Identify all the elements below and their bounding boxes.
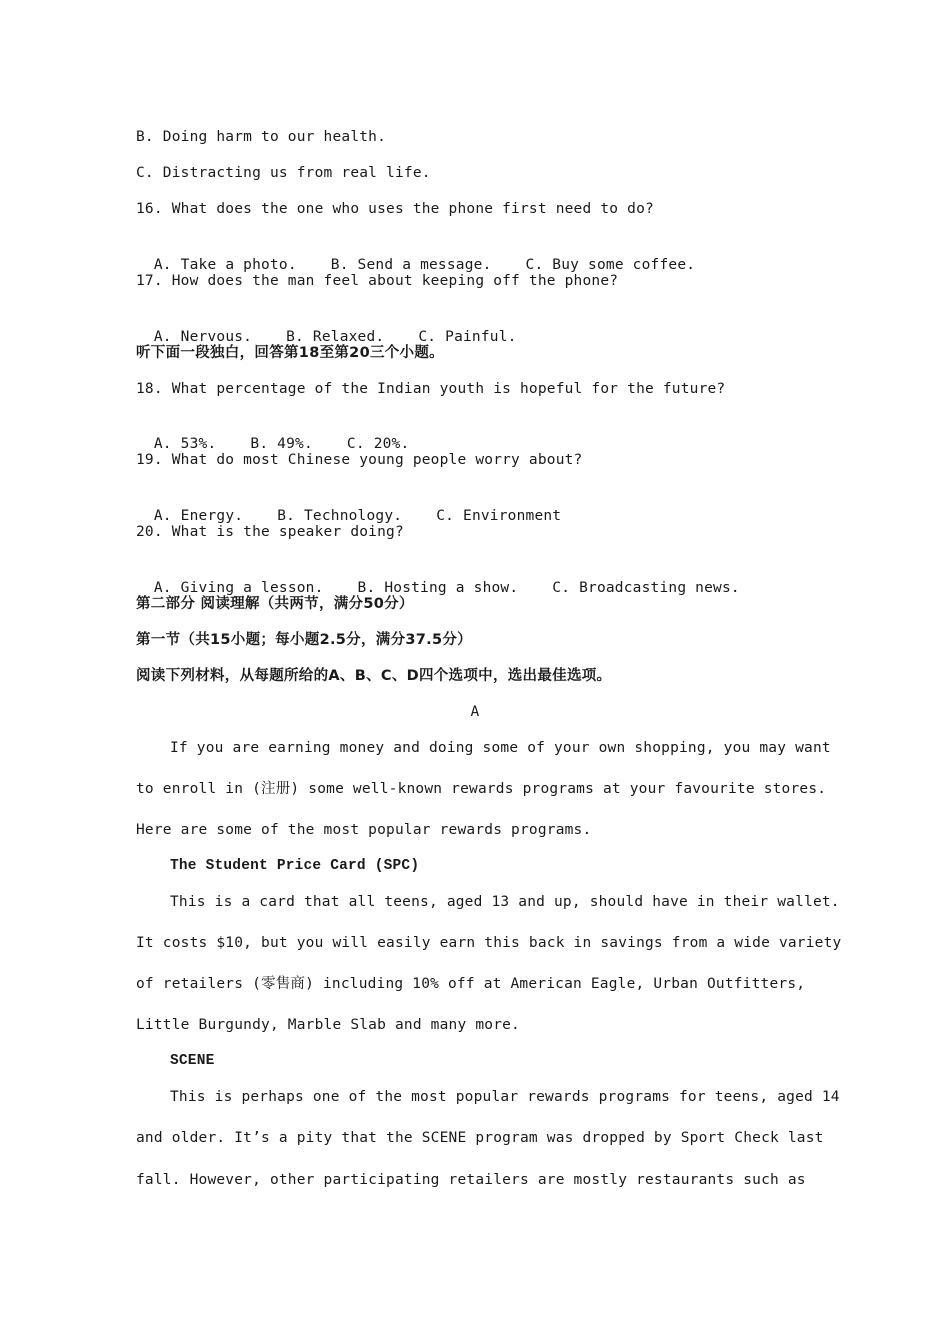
q17-option-a: A. Nervous. <box>153 329 253 345</box>
q17-option-b: B. Relaxed. <box>286 329 385 345</box>
q18-option-c: C. 20%. <box>346 436 410 452</box>
spc-line-3: of retailers (零售商) including 10% off at American Eagle, Urban Outfitters, <box>136 976 806 992</box>
q16-option-a: A. Take a photo. <box>153 257 297 273</box>
q19-option-b: B. Technology. <box>277 508 403 524</box>
spc-title: The Student Price Card (SPC) <box>170 858 420 874</box>
q19-options <box>136 486 561 526</box>
intro-line-1: If you are earning money and doing some of your own shopping, you may want <box>170 740 831 756</box>
q19-option-a: A. Energy. <box>153 508 244 524</box>
q16-option-b: B. Send a message. <box>330 257 492 273</box>
q20-question: 20. What is the speaker doing? <box>136 524 404 540</box>
reading-instruction: 阅读下列材料，从每题所给的A、B、C、D四个选项中，选出最佳选项。 <box>136 668 612 684</box>
part2-title: 第二部分 阅读理解（共两节，满分50分） <box>136 596 414 612</box>
q18-option-b: B. 49%. <box>250 436 313 452</box>
q19-option-c: C. Environment <box>436 508 562 524</box>
q20-option-b: B. Hosting a show. <box>357 580 519 596</box>
intro-line-3: Here are some of the most popular rewards programs. <box>136 822 592 838</box>
q17-options <box>136 307 517 347</box>
scene-line-2: and older. It’s a pity that the SCENE program was dropped by Sport Check last <box>136 1130 824 1146</box>
q15-option-c: C. Distracting us from real life. <box>136 165 431 181</box>
q18-question: 18. What percentage of the Indian youth is hopeful for the future? <box>136 381 726 397</box>
q16-options <box>136 235 695 275</box>
q18-option-a: A. 53%. <box>153 436 217 452</box>
q20-options <box>136 558 740 598</box>
q19-question: 19. What do most Chinese young people worry about? <box>136 452 583 468</box>
q16-option-c: C. Buy some coffee. <box>525 257 696 273</box>
q17-option-c: C. Painful. <box>418 329 517 345</box>
q15-option-b: B. Doing harm to our health. <box>136 129 387 145</box>
intro-line-2: to enroll in (注册) some well-known rewards programs at your favourite stores. <box>136 781 827 797</box>
passage-label: A <box>470 704 480 720</box>
spc-line-4: Little Burgundy, Marble Slab and many more. <box>136 1017 520 1033</box>
q16-question: 16. What does the one who uses the phone first need to do? <box>136 201 654 217</box>
scene-line-3: fall. However, other participating retailers are mostly restaurants such as <box>136 1172 806 1188</box>
q20-option-a: A. Giving a lesson. <box>153 580 324 596</box>
spc-line-2: It costs $10, but you will easily earn this back in savings from a wide variety <box>136 935 842 951</box>
q18-options <box>136 414 409 454</box>
section1-title: 第一节（共15小题；每小题2.5分，满分37.5分） <box>136 632 472 648</box>
scene-title: SCENE <box>170 1053 215 1069</box>
scene-line-1: This is perhaps one of the most popular rewards programs for teens, aged 14 <box>170 1089 840 1105</box>
q20-option-c: C. Broadcasting news. <box>552 580 740 596</box>
monologue-instruction: 听下面一段独白，回答第18至第20三个小题。 <box>136 345 444 361</box>
q17-question: 17. How does the man feel about keeping off the phone? <box>136 273 619 289</box>
spc-line-1: This is a card that all teens, aged 13 and up, should have in their wallet. <box>170 894 840 910</box>
